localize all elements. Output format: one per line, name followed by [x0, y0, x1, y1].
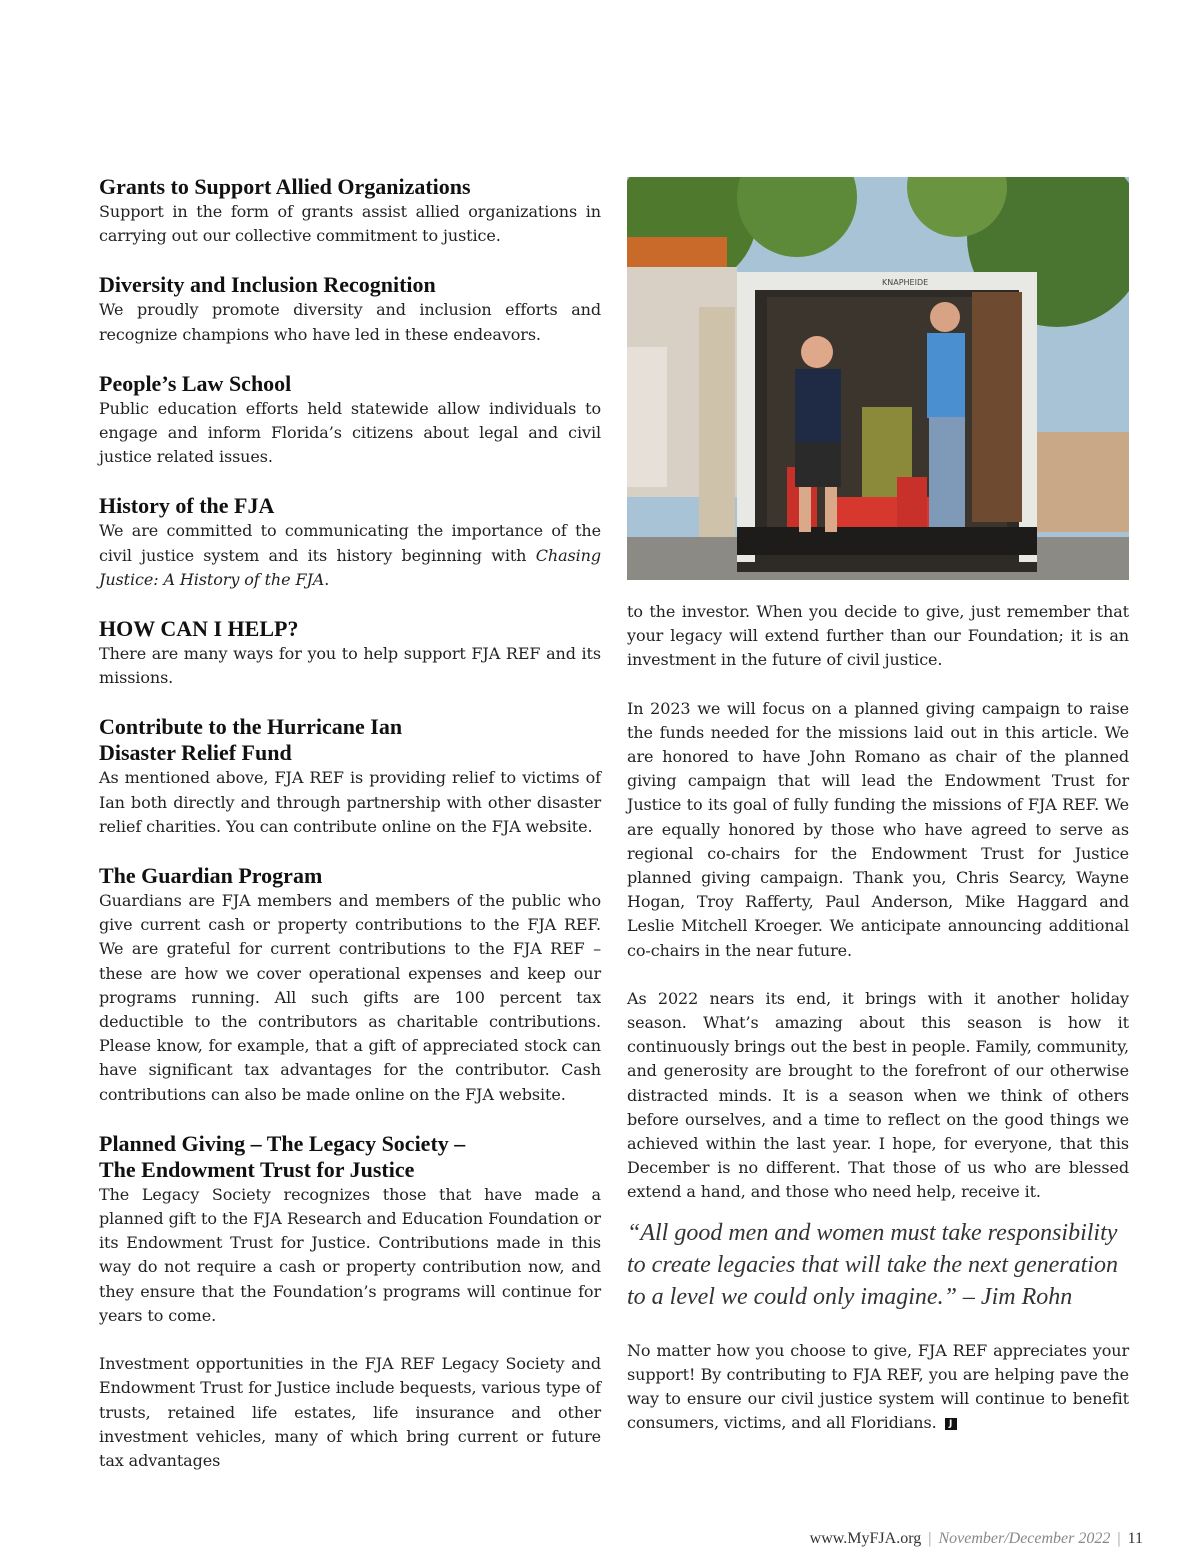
section-heading: History of the FJA	[99, 493, 275, 519]
section-body: Investment opportunities in the FJA REF Legacy Society and Endowment Trust for Justice include bequests, various type of trusts, retained life estates, life insurance and other investment vehicles, many of which bring current or future tax advantages	[99, 1354, 601, 1470]
section-law-school	[99, 371, 601, 470]
section-heading: Diversity and Inclusion Recognition	[99, 272, 436, 298]
section-planned-giving	[99, 1131, 601, 1473]
footer-separator: |	[1117, 1530, 1121, 1547]
section-heading	[99, 714, 601, 766]
section-body: Support in the form of grants assist allied organizations in carrying out our collective commitment to justice.	[99, 202, 601, 246]
footer-issue: November/December 2022	[938, 1530, 1111, 1547]
section-guardian	[99, 863, 601, 1107]
section-heading: Grants to Support Allied Organizations	[99, 174, 471, 199]
section-heading: People’s Law School	[99, 370, 292, 396]
truck-photo	[627, 177, 1129, 580]
right-column	[627, 600, 1129, 1435]
footer-website: www.MyFJA.org	[809, 1530, 922, 1547]
section-body	[99, 519, 601, 592]
end-mark-icon: J	[945, 1418, 957, 1430]
section-body: Guardians are FJA members and members of the public who give current cash or property contributions to the FJA REF. We are grateful for current contributions to the FJA REF – these are how we cover operational expenses and keep our programs running. All such gifts are 100 percent tax deductible to the contributors as charitable contributions. Please know, for example, that a gift of appreciated stock can have significant tax advantages for the contributor. Cash contributions can also be made online on the FJA website.	[99, 891, 601, 1104]
section-diversity	[99, 272, 601, 346]
section-body: There are many ways for you to help support FJA REF and its missions.	[99, 644, 601, 688]
left-column	[99, 174, 601, 1497]
book-title: Chasing Justice: A History of the FJA	[99, 545, 601, 589]
body-text: .	[324, 569, 330, 589]
section-body: We proudly promote diversity and inclusion efforts and recognize champions who have led in these endeavors.	[99, 300, 601, 344]
heading-line: Contribute to the Hurricane Ian	[99, 714, 403, 740]
section-grants	[99, 174, 601, 248]
section-body: As mentioned above, FJA REF is providing relief to victims of Ian both directly and through partnership with other disaster relief charities. You can contribute online on the FJA website.	[99, 768, 601, 836]
section-heading: HOW CAN I HELP?	[99, 616, 299, 642]
pull-quote: “All good men and women must take responsibility to create legacies that will take the next generation to a level we could only imagine.” – Jim Rohn	[627, 1219, 1118, 1310]
closing-text: No matter how you choose to give, FJA REF appreciates your support! By contributing to FJA REF, you are helping pave the way to ensure our civil justice system will continue to benefit consumers, victims, and all Floridians.	[627, 1340, 1129, 1433]
truck-photo-illustration	[627, 177, 1129, 580]
truck-label: KNAPHEIDE	[882, 278, 929, 287]
footer-separator: |	[928, 1530, 932, 1547]
section-body: The Legacy Society recognizes those that have made a planned gift to the FJA Research and Education Foundation or its Endowment Trust for Justice. Contributions made in this way do not require a cash or property contribution now, and they ensure that the Foundation’s programs will continue for years to come.	[99, 1184, 601, 1325]
paragraph: In 2023 we will focus on a planned giving campaign to raise the funds needed for the missions laid out in this article. We are honored to have John Romano as chair of the planned giving campaign that will lead the Endowment Trust for Justice to its goal of fully funding the missions of FJA REF. We are equally honored by those who have agreed to serve as regional co-chairs for the Endowment Trust for Justice planned giving campaign. Thank you, Chris Searcy, Wayne Hogan, Troy Rafferty, Paul Anderson, Mike Haggard and Leslie Mitchell Kroeger. We anticipate announcing additional co-chairs in the near future.	[627, 698, 1129, 960]
heading-line: Disaster Relief Fund	[99, 740, 292, 766]
section-hurricane-ian	[99, 714, 601, 839]
paragraph: As 2022 nears its end, it brings with it another holiday season. What’s amazing about this season is how it continuously brings out the best in people. Family, community, and generosity are brought to the forefront of our otherwise distracted minds. It is a season when we think of others before ourselves, and a time to reflect on the good things we achieved within the last year. I hope, for everyone, that this December is no different. That those of us who are blessed extend a hand, and those who need help, receive it.	[627, 988, 1129, 1202]
paragraph: to the investor. When you decide to give, just remember that your legacy will extend further than our Foundation; it is an investment in the future of civil justice.	[627, 602, 1129, 670]
section-heading	[99, 1131, 601, 1183]
page-footer	[810, 1530, 1143, 1548]
body-text: We are committed to communicating the importance of the civil justice system and its history beginning with	[99, 521, 601, 565]
section-history	[99, 493, 601, 592]
section-body: Public education efforts held statewide allow individuals to engage and inform Florida’s citizens about legal and civil justice related issues.	[99, 398, 601, 467]
page-number: 11	[1127, 1530, 1143, 1547]
heading-line: The Endowment Trust for Justice	[99, 1156, 415, 1182]
heading-line: Planned Giving – The Legacy Society –	[99, 1130, 466, 1156]
section-how-can-i-help	[99, 616, 601, 690]
paragraph	[627, 1339, 1129, 1436]
section-heading: The Guardian Program	[99, 863, 323, 889]
